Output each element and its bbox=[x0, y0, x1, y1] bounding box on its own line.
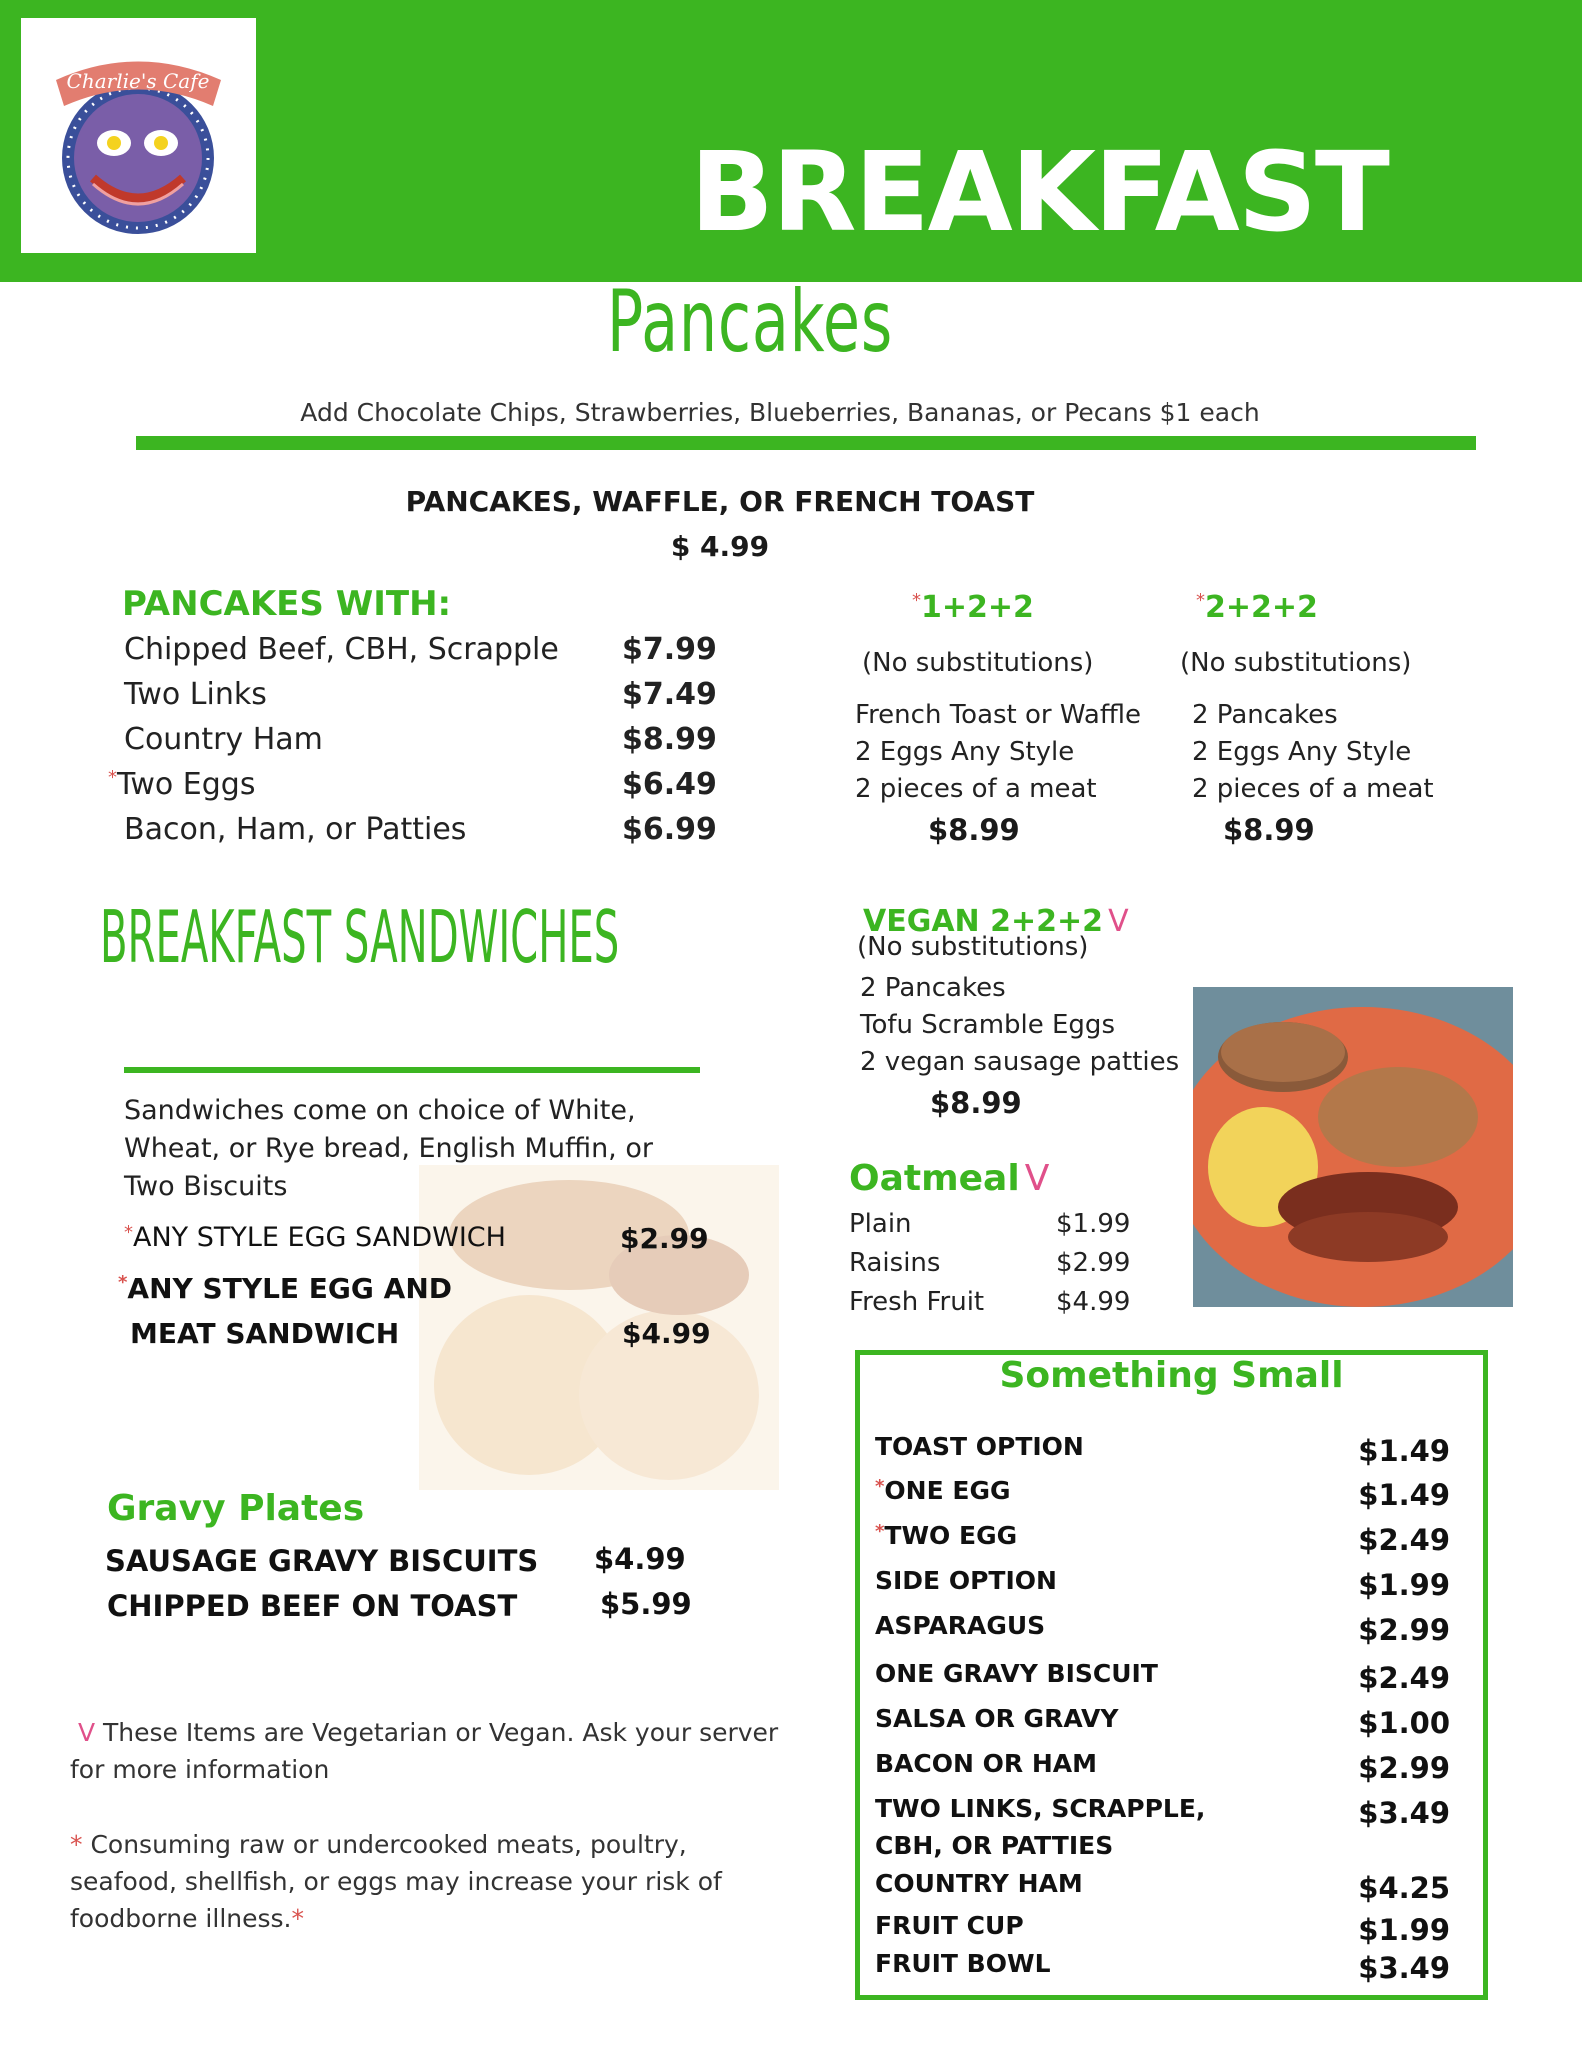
menu-item-price: $2.99 bbox=[620, 1222, 709, 1255]
oatmeal-item: Fresh Fruit bbox=[849, 1287, 985, 1317]
vegetarian-footnote: V These Items are Vegetarian or Vegan. Ask your server for more information bbox=[70, 1718, 779, 1784]
menu-item: CHIPPED BEEF ON TOAST bbox=[107, 1589, 518, 1623]
combo-1-price: $8.99 bbox=[928, 813, 1020, 847]
menu-item: *ANY STYLE EGG AND bbox=[118, 1272, 452, 1305]
base-price: $ 4.99 bbox=[670, 530, 770, 563]
menu-item: *Two Eggs $6.49 bbox=[108, 767, 717, 802]
combo-2-title: *2+2+2 bbox=[1196, 590, 1318, 625]
small-item: ONE GRAVY BISCUIT $2.49 bbox=[875, 1659, 1450, 1695]
small-item: *TWO EGG $2.49 bbox=[875, 1521, 1450, 1557]
sandwich-photo bbox=[419, 1165, 779, 1490]
cafe-logo bbox=[21, 18, 256, 253]
combo-2-line: 2 pieces of a meat bbox=[1192, 774, 1434, 804]
menu-item: Two Links $7.49 bbox=[124, 677, 717, 712]
menu-item: *ANY STYLE EGG SANDWICH bbox=[124, 1222, 506, 1253]
vegan-line: 2 vegan sausage patties bbox=[860, 1047, 1180, 1077]
addons-note: Add Chocolate Chips, Strawberries, Blueberries, Bananas, or Pecans $1 each bbox=[300, 398, 1260, 427]
small-item: COUNTRY HAM $4.25 bbox=[875, 1869, 1450, 1905]
small-item: SALSA OR GRAVY $1.00 bbox=[875, 1704, 1450, 1740]
small-item: TWO LINKS, SCRAPPLE, $3.49 bbox=[875, 1794, 1450, 1830]
combo-1-line: 2 pieces of a meat bbox=[855, 774, 1097, 804]
oatmeal-price: $1.99 bbox=[1056, 1209, 1131, 1239]
small-item: FRUIT CUP $1.99 bbox=[875, 1911, 1450, 1947]
small-item: TOAST OPTION $1.49 bbox=[875, 1432, 1450, 1468]
combo-2-line: 2 Eggs Any Style bbox=[1192, 737, 1412, 767]
menu-item: SAUSAGE GRAVY BISCUITS bbox=[105, 1544, 539, 1578]
something-small-title: Something Small bbox=[999, 1355, 1344, 1396]
small-item: *ONE EGG $1.49 bbox=[875, 1476, 1450, 1512]
sandwich-note: Sandwiches come on choice of White, Wheat, or Rye bread, English Muffin, or Two Biscuits bbox=[124, 1095, 653, 1202]
vegan-note: (No substitutions) bbox=[857, 932, 1089, 962]
combo-2-price: $8.99 bbox=[1223, 813, 1315, 847]
oatmeal-item: Raisins bbox=[849, 1248, 941, 1278]
page-title: BREAKFAST bbox=[690, 128, 1388, 256]
breakfast-photo bbox=[1193, 987, 1513, 1307]
small-item: FRUIT BOWL $3.49 bbox=[875, 1949, 1450, 1985]
base-item: PANCAKES, WAFFLE, OR FRENCH TOAST bbox=[405, 485, 1035, 518]
menu-item: Country Ham $8.99 bbox=[124, 722, 717, 757]
sandwiches-title: BREAKFAST SANDWICHES bbox=[100, 895, 620, 979]
menu-item-price: $4.99 bbox=[594, 1542, 686, 1576]
vegan-line: 2 Pancakes bbox=[860, 973, 1006, 1003]
combo-2-note: (No substitutions) bbox=[1180, 648, 1412, 678]
vegan-title: VEGAN 2+2+2 V bbox=[863, 904, 1129, 939]
combo-1-line: French Toast or Waffle bbox=[855, 700, 1141, 730]
oatmeal-title: Oatmeal V bbox=[849, 1158, 1050, 1199]
vegan-price: $8.99 bbox=[930, 1086, 1022, 1120]
menu-item-price: $5.99 bbox=[600, 1587, 692, 1621]
divider bbox=[124, 1067, 700, 1073]
combo-1-title: *1+2+2 bbox=[912, 590, 1034, 625]
menu-item-price: $4.99 bbox=[622, 1317, 711, 1350]
small-item: ASPARAGUS $2.99 bbox=[875, 1611, 1450, 1647]
raw-food-footnote: * Consuming raw or undercooked meats, poultry, seafood, shellfish, or eggs may increase your risk of foodborne illness.* bbox=[70, 1830, 722, 1933]
divider bbox=[136, 436, 1476, 450]
combo-2-line: 2 Pancakes bbox=[1192, 700, 1338, 730]
vegan-line: Tofu Scramble Eggs bbox=[860, 1010, 1115, 1040]
small-item: SIDE OPTION $1.99 bbox=[875, 1566, 1450, 1602]
oatmeal-price: $4.99 bbox=[1056, 1287, 1131, 1317]
pancakes-with-heading: PANCAKES WITH: bbox=[122, 584, 452, 624]
logo-text: Charlie's Cafe bbox=[66, 69, 210, 93]
oatmeal-price: $2.99 bbox=[1056, 1248, 1131, 1278]
combo-1-note: (No substitutions) bbox=[862, 648, 1094, 678]
pancakes-title: Pancakes bbox=[606, 272, 894, 372]
menu-item: MEAT SANDWICH bbox=[130, 1317, 400, 1350]
combo-1-line: 2 Eggs Any Style bbox=[855, 737, 1075, 767]
menu-item: Bacon, Ham, or Patties $6.99 bbox=[124, 812, 717, 847]
small-item: BACON OR HAM $2.99 bbox=[875, 1749, 1450, 1785]
small-item-continued: CBH, OR PATTIES bbox=[875, 1831, 1114, 1860]
gravy-title: Gravy Plates bbox=[107, 1488, 365, 1529]
menu-item: Chipped Beef, CBH, Scrapple $7.99 bbox=[124, 632, 717, 667]
oatmeal-item: Plain bbox=[849, 1209, 912, 1239]
